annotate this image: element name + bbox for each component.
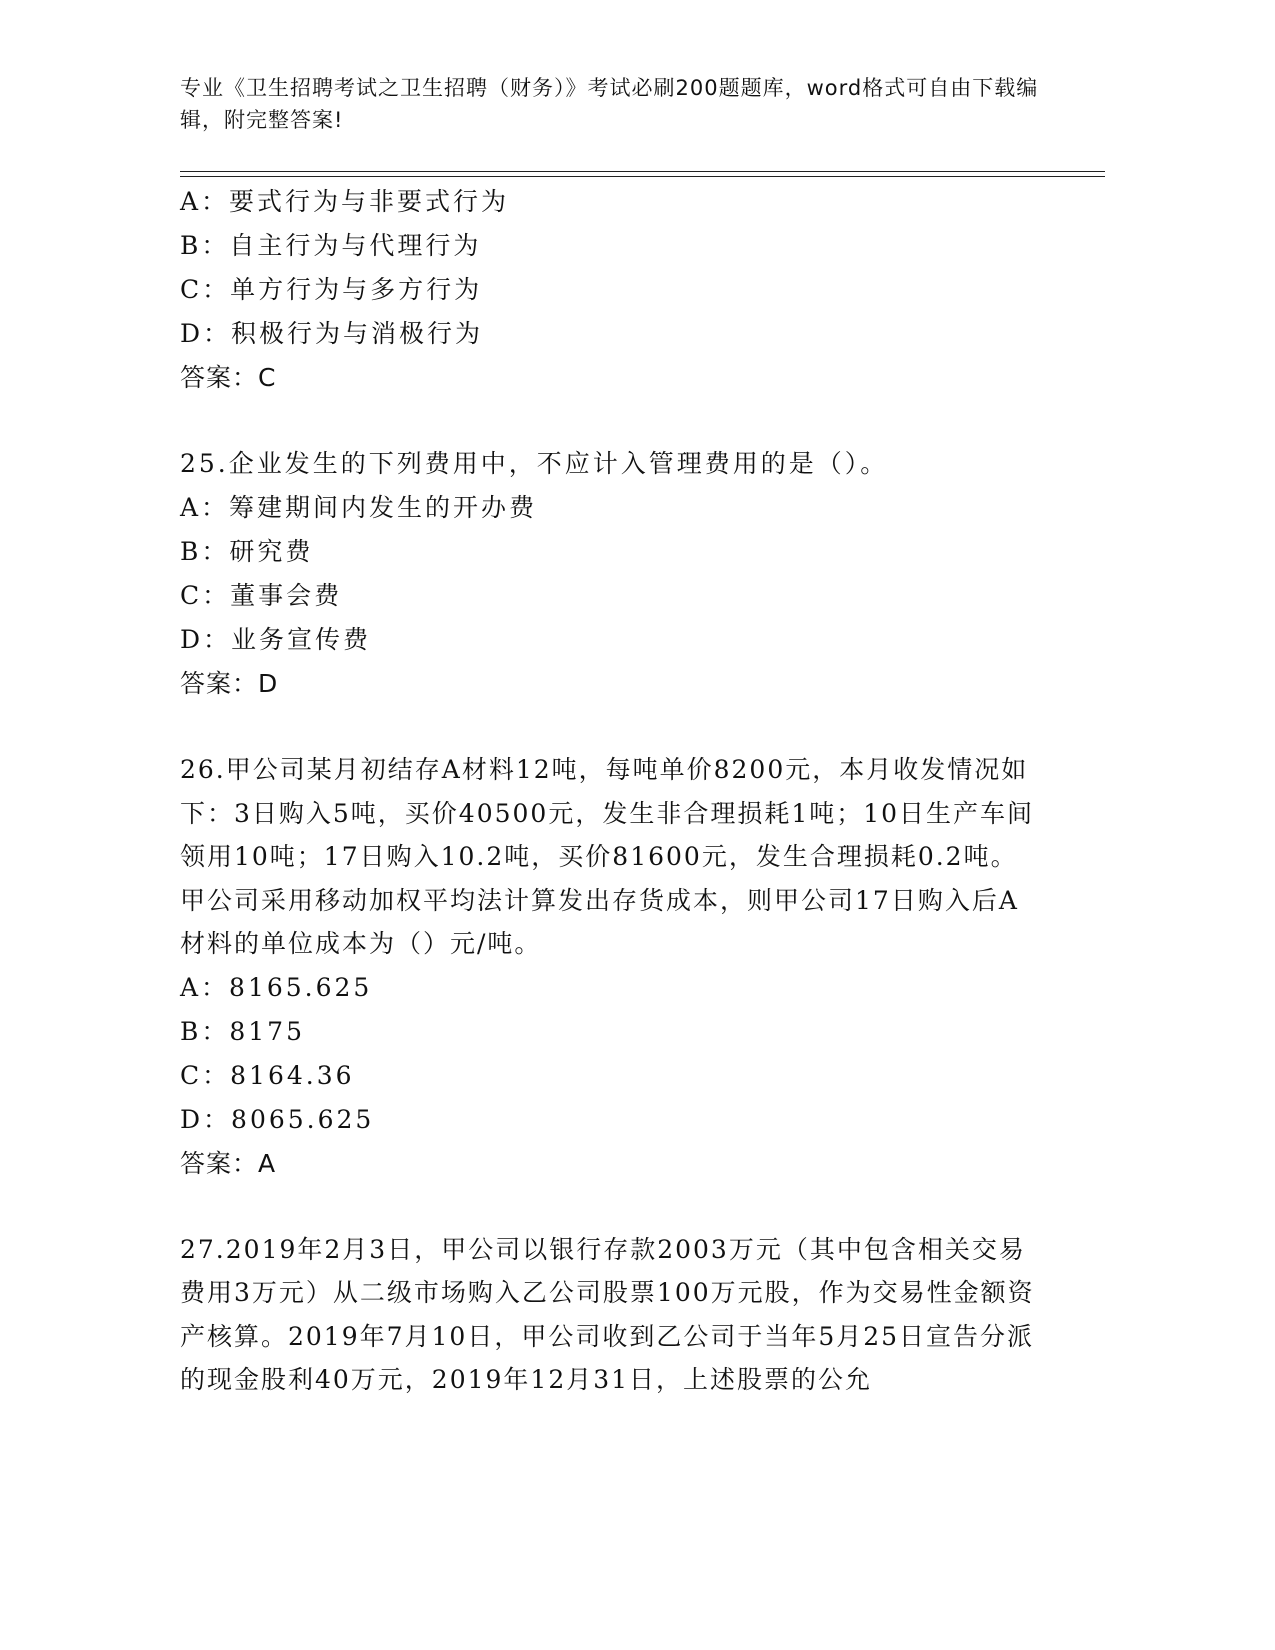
answer-label: 答案：A	[180, 1148, 277, 1178]
question-text: 25.企业发生的下列费用中，不应计入管理费用的是（）。	[180, 449, 889, 478]
spacer	[180, 1186, 1060, 1228]
question-25-block	[180, 442, 1060, 706]
option-d: D：积极行为与消极行为	[180, 319, 484, 348]
header-divider-bottom	[180, 176, 1105, 177]
option-a: A：筹建期间内发生的开办费	[180, 493, 538, 522]
answer-label: 答案：D	[180, 669, 279, 698]
option-b: B：8175	[180, 1016, 305, 1046]
option-c: C：董事会费	[180, 581, 343, 610]
answer-label: 答案：C	[180, 363, 277, 392]
spacer	[180, 400, 1060, 442]
option-c: C：单方行为与多方行为	[180, 275, 483, 304]
document-header: 专业《卫生招聘考试之卫生招聘（财务）》考试必刷200题题库，word格式可自由下载编辑，附完整答案!	[180, 76, 1039, 132]
spacer	[180, 706, 1060, 748]
question-24-block	[180, 180, 1060, 400]
question-text: 27.2019年2月3日，甲公司以银行存款2003万元（其中包含相关交易费用3万元）从二级市场购入乙公司股票100万元股，作为交易性金额资产核算。2019年7月10日，甲公司收到乙公司于当年5月25日宣告分派的现金股利40万元，2019年12月31日，上述股票的公允	[180, 1234, 1035, 1394]
option-d: D：业务宣传费	[180, 625, 372, 654]
option-c: C：8164.36	[180, 1060, 355, 1090]
question-27-block	[180, 1228, 1060, 1402]
document-body	[180, 180, 1060, 1402]
option-b: B：自主行为与代理行为	[180, 231, 482, 260]
option-d: D：8065.625	[180, 1104, 375, 1134]
question-26-block	[180, 748, 1060, 1186]
option-a: A：8165.625	[180, 972, 373, 1002]
header-divider-top	[180, 171, 1105, 172]
option-b: B：研究费	[180, 537, 314, 566]
question-text: 26.甲公司某月初结存A材料12吨，每吨单价8200元，本月收发情况如下：3日购入5吨，买价40500元，发生非合理损耗1吨；10日生产车间领用10吨；17日购入10.2吨，买价81600元，发生合理损耗0.2吨。甲公司采用移动加权平均法计算发出存货成本，则甲公司17日购入后A材料的单位成本为（）元/吨。	[180, 755, 1035, 958]
option-a: A：要式行为与非要式行为	[180, 187, 510, 216]
